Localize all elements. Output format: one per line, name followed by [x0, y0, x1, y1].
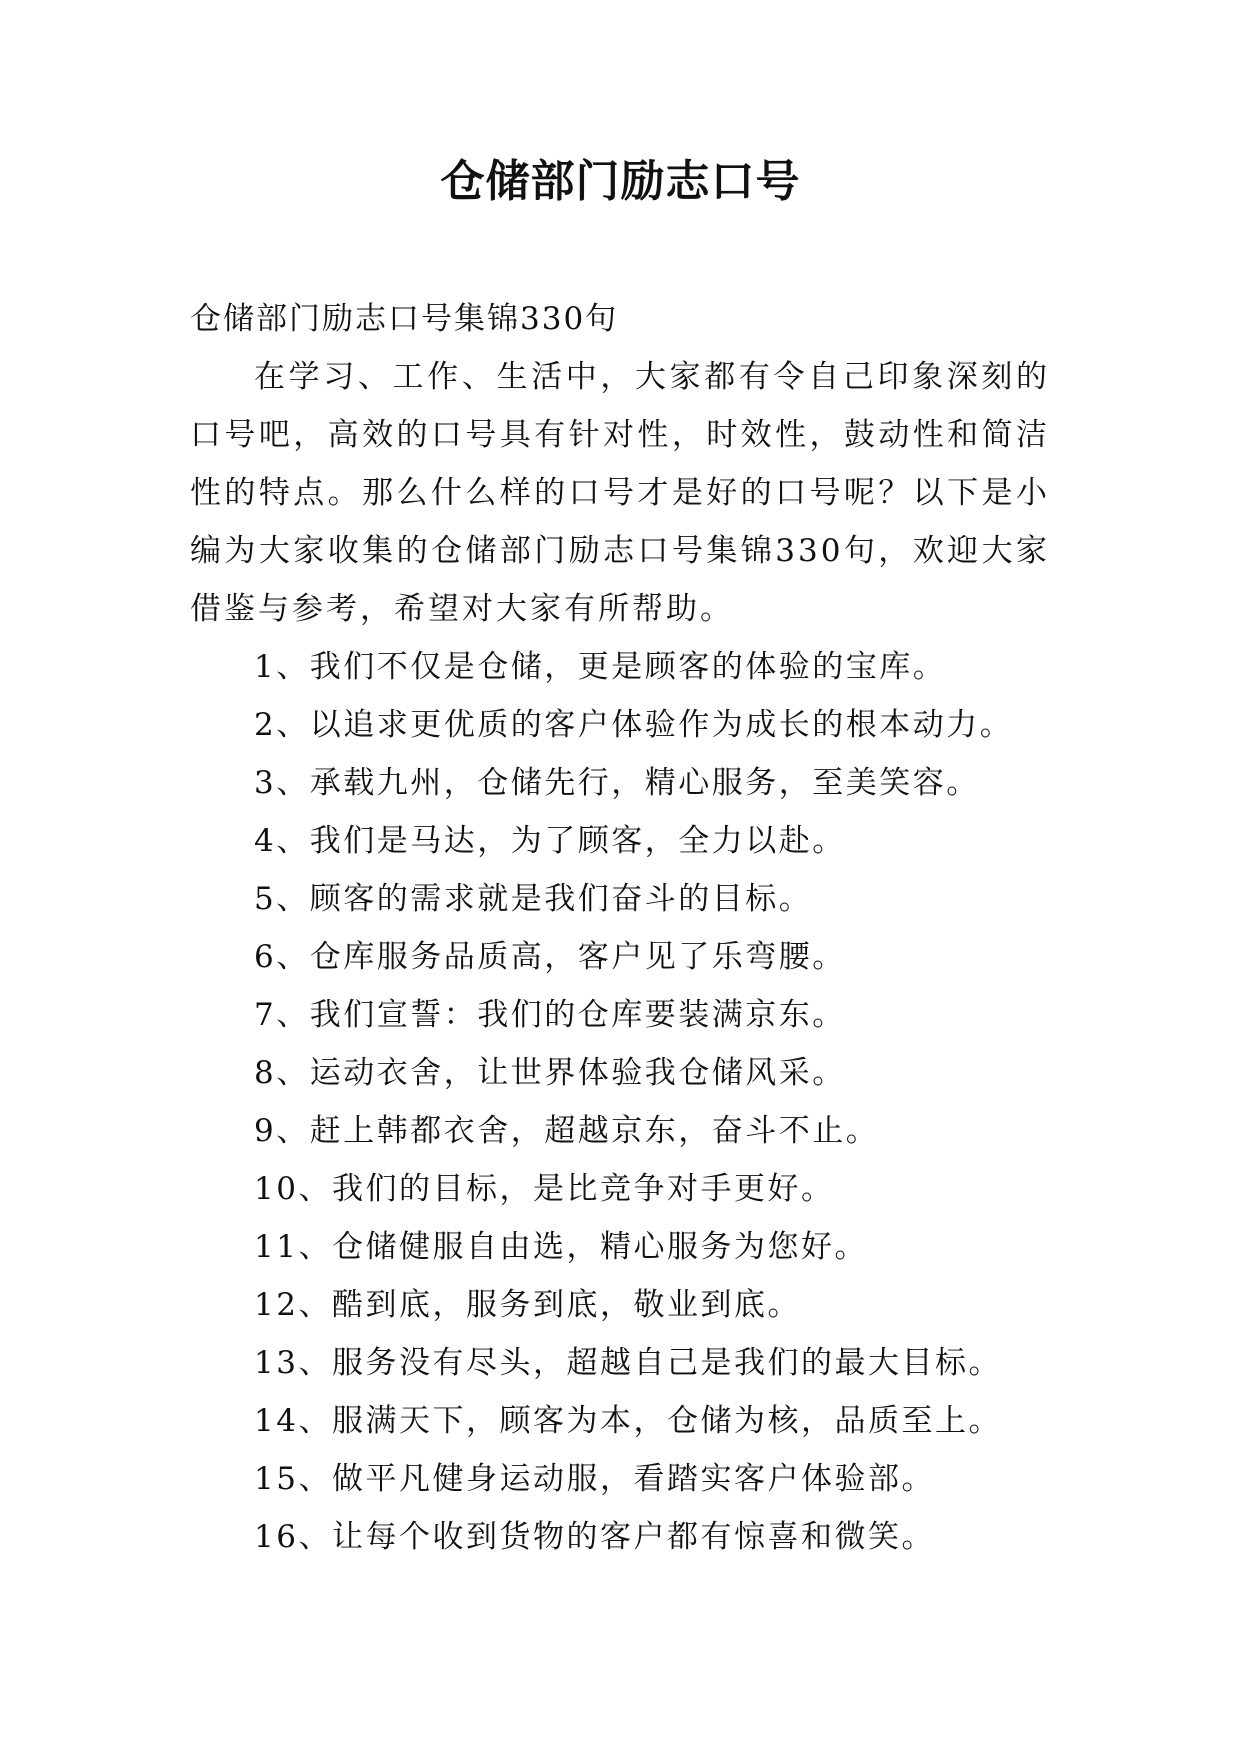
slogan-item: 8、运动衣舍，让世界体验我仓储风采。 [254, 1055, 846, 1091]
document-body [190, 290, 1050, 1566]
document-title: 仓储部门励志口号 [440, 156, 801, 207]
slogan-item: 9、赶上韩都衣舍，超越京东，奋斗不止。 [254, 1113, 880, 1149]
slogan-item: 4、我们是马达，为了顾客，全力以赴。 [254, 823, 846, 859]
slogan-item: 16、让每个收到货物的客户都有惊喜和微笑。 [254, 1519, 935, 1555]
slogan-item: 11、仓储健服自由选，精心服务为您好。 [254, 1229, 868, 1265]
intro-paragraph: 在学习、工作、生活中，大家都有令自己印象深刻的口号吧，高效的口号具有针对性，时效性，鼓动性和简洁性的特点。那么什么样的口号才是好的口号呢？以下是小编为大家收集的仓储部门励志口号集锦330句，欢迎大家借鉴与参考，希望对大家有所帮助。 [190, 359, 1050, 627]
slogan-item: 2、以追求更优质的客户体验作为成长的根本动力。 [254, 707, 1014, 743]
slogan-item: 3、承载九州，仓储先行，精心服务，至美笑容。 [254, 765, 980, 801]
slogan-item: 10、我们的目标，是比竞争对手更好。 [254, 1171, 835, 1207]
slogan-item: 15、做平凡健身运动服，看踏实客户体验部。 [254, 1461, 935, 1497]
slogan-list [190, 638, 1050, 1566]
slogan-item: 12、酷到底，服务到底，敬业到底。 [254, 1287, 801, 1323]
slogan-item: 6、仓库服务品质高，客户见了乐弯腰。 [254, 939, 846, 975]
slogan-item: 14、服满天下，顾客为本，仓储为核，品质至上。 [254, 1403, 1002, 1439]
document-subtitle: 仓储部门励志口号集锦330句 [190, 301, 619, 337]
slogan-item: 5、顾客的需求就是我们奋斗的目标。 [254, 881, 813, 917]
slogan-item: 1、我们不仅是仓储，更是顾客的体验的宝库。 [254, 649, 947, 685]
slogan-item: 7、我们宣誓：我们的仓库要装满京东。 [254, 997, 846, 1033]
slogan-item: 13、服务没有尽头，超越自己是我们的最大目标。 [254, 1345, 1002, 1381]
